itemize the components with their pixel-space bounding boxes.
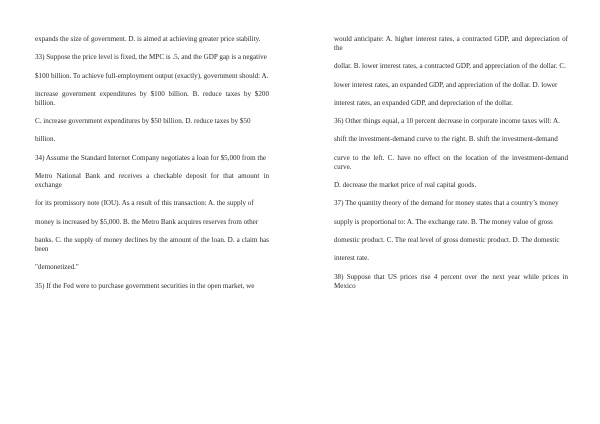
paragraph: supply is proportional to: A. The exchange rate. B. The money value of gross	[334, 217, 553, 226]
paragraph: curve to the left. C. have no effect on the location of the investment-demand curve.	[334, 153, 568, 171]
paragraph: interest rates, an expanded GDP, and depreciation of the dollar.	[334, 98, 513, 107]
question-35-intro: 35) If the Fed were to purchase government securities in the open market, we	[35, 281, 255, 290]
paragraph: "demonetized."	[35, 263, 79, 272]
left-column	[35, 35, 269, 300]
paragraph: for its promissory note (IOU). As a result of this transaction: A. the supply of	[35, 199, 254, 208]
paragraph: expands the size of government. D. is aimed at achieving greater price stability.	[35, 35, 261, 43]
question-37-intro: 37) The quantity theory of the demand for money states that a country’s money	[334, 199, 559, 208]
right-column	[334, 35, 568, 300]
paragraph: D. decrease the market price of real capital goods.	[334, 181, 477, 190]
paragraph: $100 billion. To achieve full-employment output (exactly), government should: A.	[35, 71, 269, 80]
paragraph: billion.	[35, 135, 56, 144]
question-34-intro: 34) Assume the Standard Internet Company negotiates a loan for $5,000 from the	[35, 153, 267, 162]
paragraph: C. increase government expenditures by $50 billion. D. reduce taxes by $50	[35, 117, 251, 126]
paragraph: Metro National Bank and receives a checkable deposit for that amount in exchange	[35, 172, 269, 190]
paragraph: interest rate.	[334, 254, 370, 263]
paragraph: money is increased by $5,000. B. the Metro Bank acquires reserves from other	[35, 217, 259, 226]
paragraph: banks. C. the supply of money declines by the amount of the loan. D. a claim has been	[35, 235, 269, 253]
question-36-intro: 36) Other things equal, a 10 percent decrease in corporate income taxes will: A.	[334, 117, 560, 126]
question-38-intro: 38) Suppose that US prices rise 4 percent over the next year while prices in Mexico	[334, 272, 568, 290]
paragraph: domestic product. C. The real level of gross domestic product. D. The domestic	[334, 235, 560, 244]
paragraph: increase government expenditures by $100 billion. B. reduce taxes by $200 billion.	[35, 89, 269, 107]
paragraph: lower interest rates, an expanded GDP, and appreciation of the dollar. D. lower	[334, 80, 558, 89]
question-33-intro: 33) Suppose the price level is fixed, the MPC is .5, and the GDP gap is a negative	[35, 53, 267, 62]
paragraph: shift the investment-demand curve to the right. B. shift the investment-demand	[334, 135, 558, 144]
paragraph: dollar. B. lower interest rates, a contracted GDP, and appreciation of the dollar. C.	[334, 62, 566, 71]
paragraph: would anticipate: A. higher interest rates, a contracted GDP, and depreciation of the	[334, 35, 568, 52]
